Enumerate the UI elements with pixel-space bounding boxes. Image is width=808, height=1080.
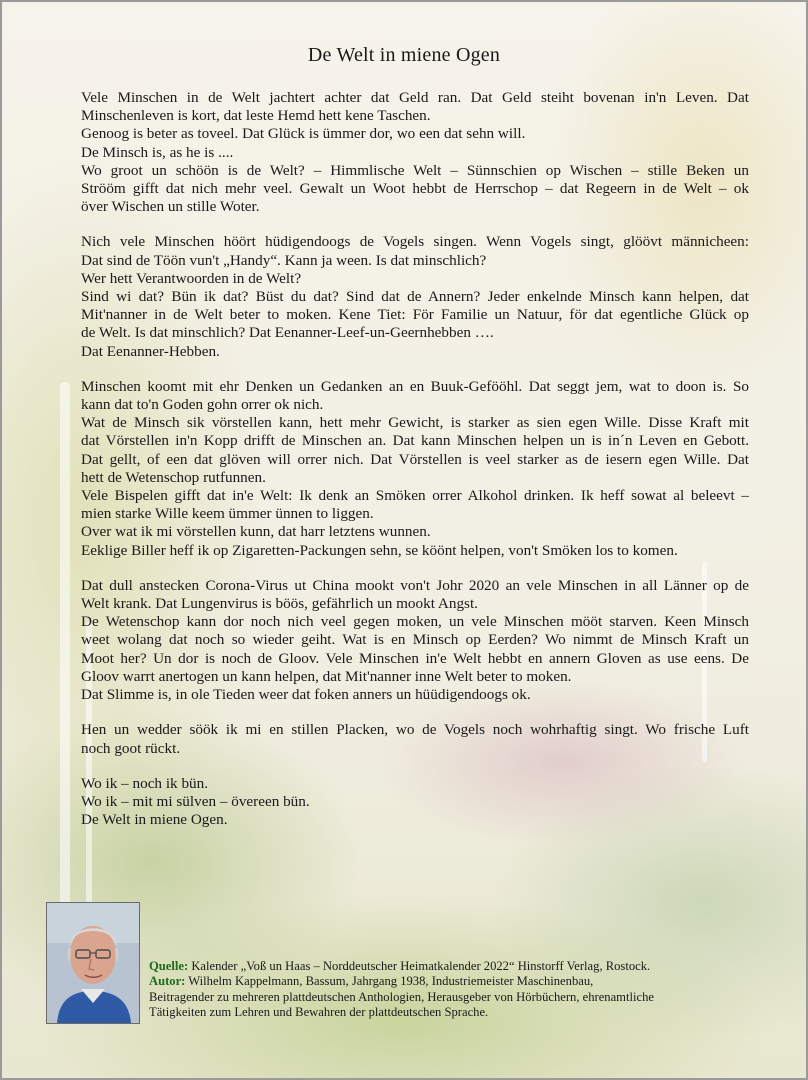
text-line: Dat sind de Töön vun't „Handy“. Kann ja ween. Is dat minschlich? xyxy=(81,251,487,269)
text-line: Over wat ik mi vörstellen kunn, dat harr letztens wunnen. xyxy=(81,523,431,541)
autor-label: Autor: xyxy=(149,974,186,989)
autor-text-continued: Beitragender zu mehreren plattdeutschen Anthologien, Herausgeber von Hörbüchern, ehrenamtliche xyxy=(149,989,654,1004)
author-photo xyxy=(46,902,140,1024)
text-line: Wo ik – noch ik bün. xyxy=(81,774,209,792)
paragraph xyxy=(81,721,749,757)
text-line: De Minsch is, as he is .... xyxy=(81,143,234,161)
birch-trunk-decoration xyxy=(60,382,70,942)
text-line: De Welt in miene Ogen. xyxy=(81,811,228,829)
paragraph xyxy=(81,233,749,360)
text-line: Vele Bispelen gifft dat in'e Welt: Ik denk an Smöken orrer Alkohol drinken. Ik heff sowat al beleevt – xyxy=(81,487,749,505)
poem-body xyxy=(81,89,749,846)
paragraph xyxy=(81,577,749,704)
text-line: Dat Slimme is, in ole Tieden weer dat foken anners un hüüdigendoogs ok. xyxy=(81,686,531,704)
source-credit xyxy=(149,959,769,1021)
text-line: Eeklige Biller heff ik op Zigaretten-Packungen sehn, se köönt helpen, von't Smöken los to komen. xyxy=(81,541,678,559)
text-line: weet wolang dat noch so wieder geiht. Wat is en Minsch op Eerden? Wo nimmt de Minsch Kraft un xyxy=(81,631,749,649)
text-line: Vele Minschen in de Welt jachtert achter dat Geld ran. Dat Geld steiht bovenan in'n Leven. Dat xyxy=(81,89,749,106)
text-line: Gloov warrt anertogen un kann helpen, dat Mit'nanner inne Welt beter to moken. xyxy=(81,667,572,685)
text-line: Dat gellt, of een dat glöven will orrer nich. Dat Vörstellen is veel starker as de iesern egen Wille. Dat xyxy=(81,450,749,468)
text-line: Dat dull anstecken Corona-Virus ut China mookt von't Johr 2020 an vele Minschen in all Länner op de xyxy=(81,576,749,594)
text-line: Wer hett Verantwoorden in de Welt? xyxy=(81,269,302,287)
quelle-label: Quelle: xyxy=(149,959,189,973)
text-line: Genoog is beter as toveel. Dat Glück is ümmer dor, wo een dat sehn will. xyxy=(81,125,526,143)
paragraph xyxy=(81,775,749,830)
source-autor-line xyxy=(149,974,769,989)
paragraph xyxy=(81,89,749,216)
autor-text-continued: Tätigkeiten zum Lehren und Bewahren der plattdeutschen Sprache. xyxy=(149,1005,489,1020)
text-line: kann dat to'n Goden gohn orrer ok nich. xyxy=(81,396,324,414)
text-line: dat Vörstellen in'n Kopp drifft de Minschen an. Dat kann Minschen helpen un is in´n Leven en Gebott. xyxy=(81,432,749,450)
text-line: hett de Wetenschop rutfunnen. xyxy=(81,468,266,486)
text-line: de Welt. Is dat minschlich? Dat Eenanner-Leef-un-Geernhebben …. xyxy=(81,324,494,342)
text-line: Dat Eenanner-Hebben. xyxy=(81,342,220,360)
text-line: Wo groot un schöön is de Welt? – Himmlische Welt – Sünnschien op Wischen – stille Beken un xyxy=(81,161,749,179)
text-line: De Wetenschop kann dor noch nich veel gegen moken, un vele Minschen mööt starven. Keen Minsch xyxy=(81,613,749,631)
text-line: Welt krank. Dat Lungenvirus is böös, gefährlich un mookt Angst. xyxy=(81,595,478,613)
text-line: Strööm gifft dat nich mehr veel. Gewalt un Woot hebbt de Herrschop – dat Regeern in de Welt – ok xyxy=(81,180,749,198)
text-line: mien starke Wille keem ümmer ünnen to liggen. xyxy=(81,505,374,523)
text-line: Sind wi dat? Bün ik dat? Büst du dat? Sind dat de Annern? Jeder enkelnde Minsch kann helpen, dat xyxy=(81,288,749,306)
text-line: Hen un wedder söök ik mi en stillen Placken, wo de Vogels noch wohrhaftig singt. Wo frische Luft xyxy=(81,721,749,739)
text-line: Wo ik – mit mi sülven – övereen bün. xyxy=(81,792,310,810)
paragraph xyxy=(81,378,749,560)
text-line: Moot her? Un dor is noch de Gloov. Vele Minschen in'e Welt hebbt en annern Gloven as use eens. De xyxy=(81,649,749,667)
text-line: över Wischen un stille Woter. xyxy=(81,198,260,216)
quelle-text: Kalender „Voß un Haas – Norddeutscher Heimatkalender 2022“ Hinstorff Verlag, Rostock. xyxy=(188,959,651,973)
text-line: Minschen koomt mit ehr Denken un Gedanken an en Buuk-Gefööhl. Dat seggt jem, wat to doon is. So xyxy=(81,377,749,395)
text-line: Wat de Minsch sik vörstellen kann, hett mehr Gewicht, is starker as sien egen Wille. Disse Kraft mit xyxy=(81,414,749,432)
autor-text: Wilhelm Kappelmann, Bassum, Jahrgang 1938, Industriemeister Maschinenbau, xyxy=(185,974,594,989)
author-portrait-icon xyxy=(47,903,139,1023)
text-line: noch goot rückt. xyxy=(81,739,181,757)
text-line: Nich vele Minschen höört hüdigendoogs de Vogels singen. Wenn Vogels singt, glöövt männicheen: xyxy=(81,233,749,251)
page-title: De Welt in miene Ogen xyxy=(307,44,501,66)
text-line: Mit'nanner in de Welt beter to moken. Kene Tiet: För Familie un Natuur, för dat egentliche Glück op xyxy=(81,306,749,324)
source-quelle-line xyxy=(149,959,769,974)
text-line: Minschenleven is kort, dat leste Hemd hett kene Taschen. xyxy=(81,107,431,125)
